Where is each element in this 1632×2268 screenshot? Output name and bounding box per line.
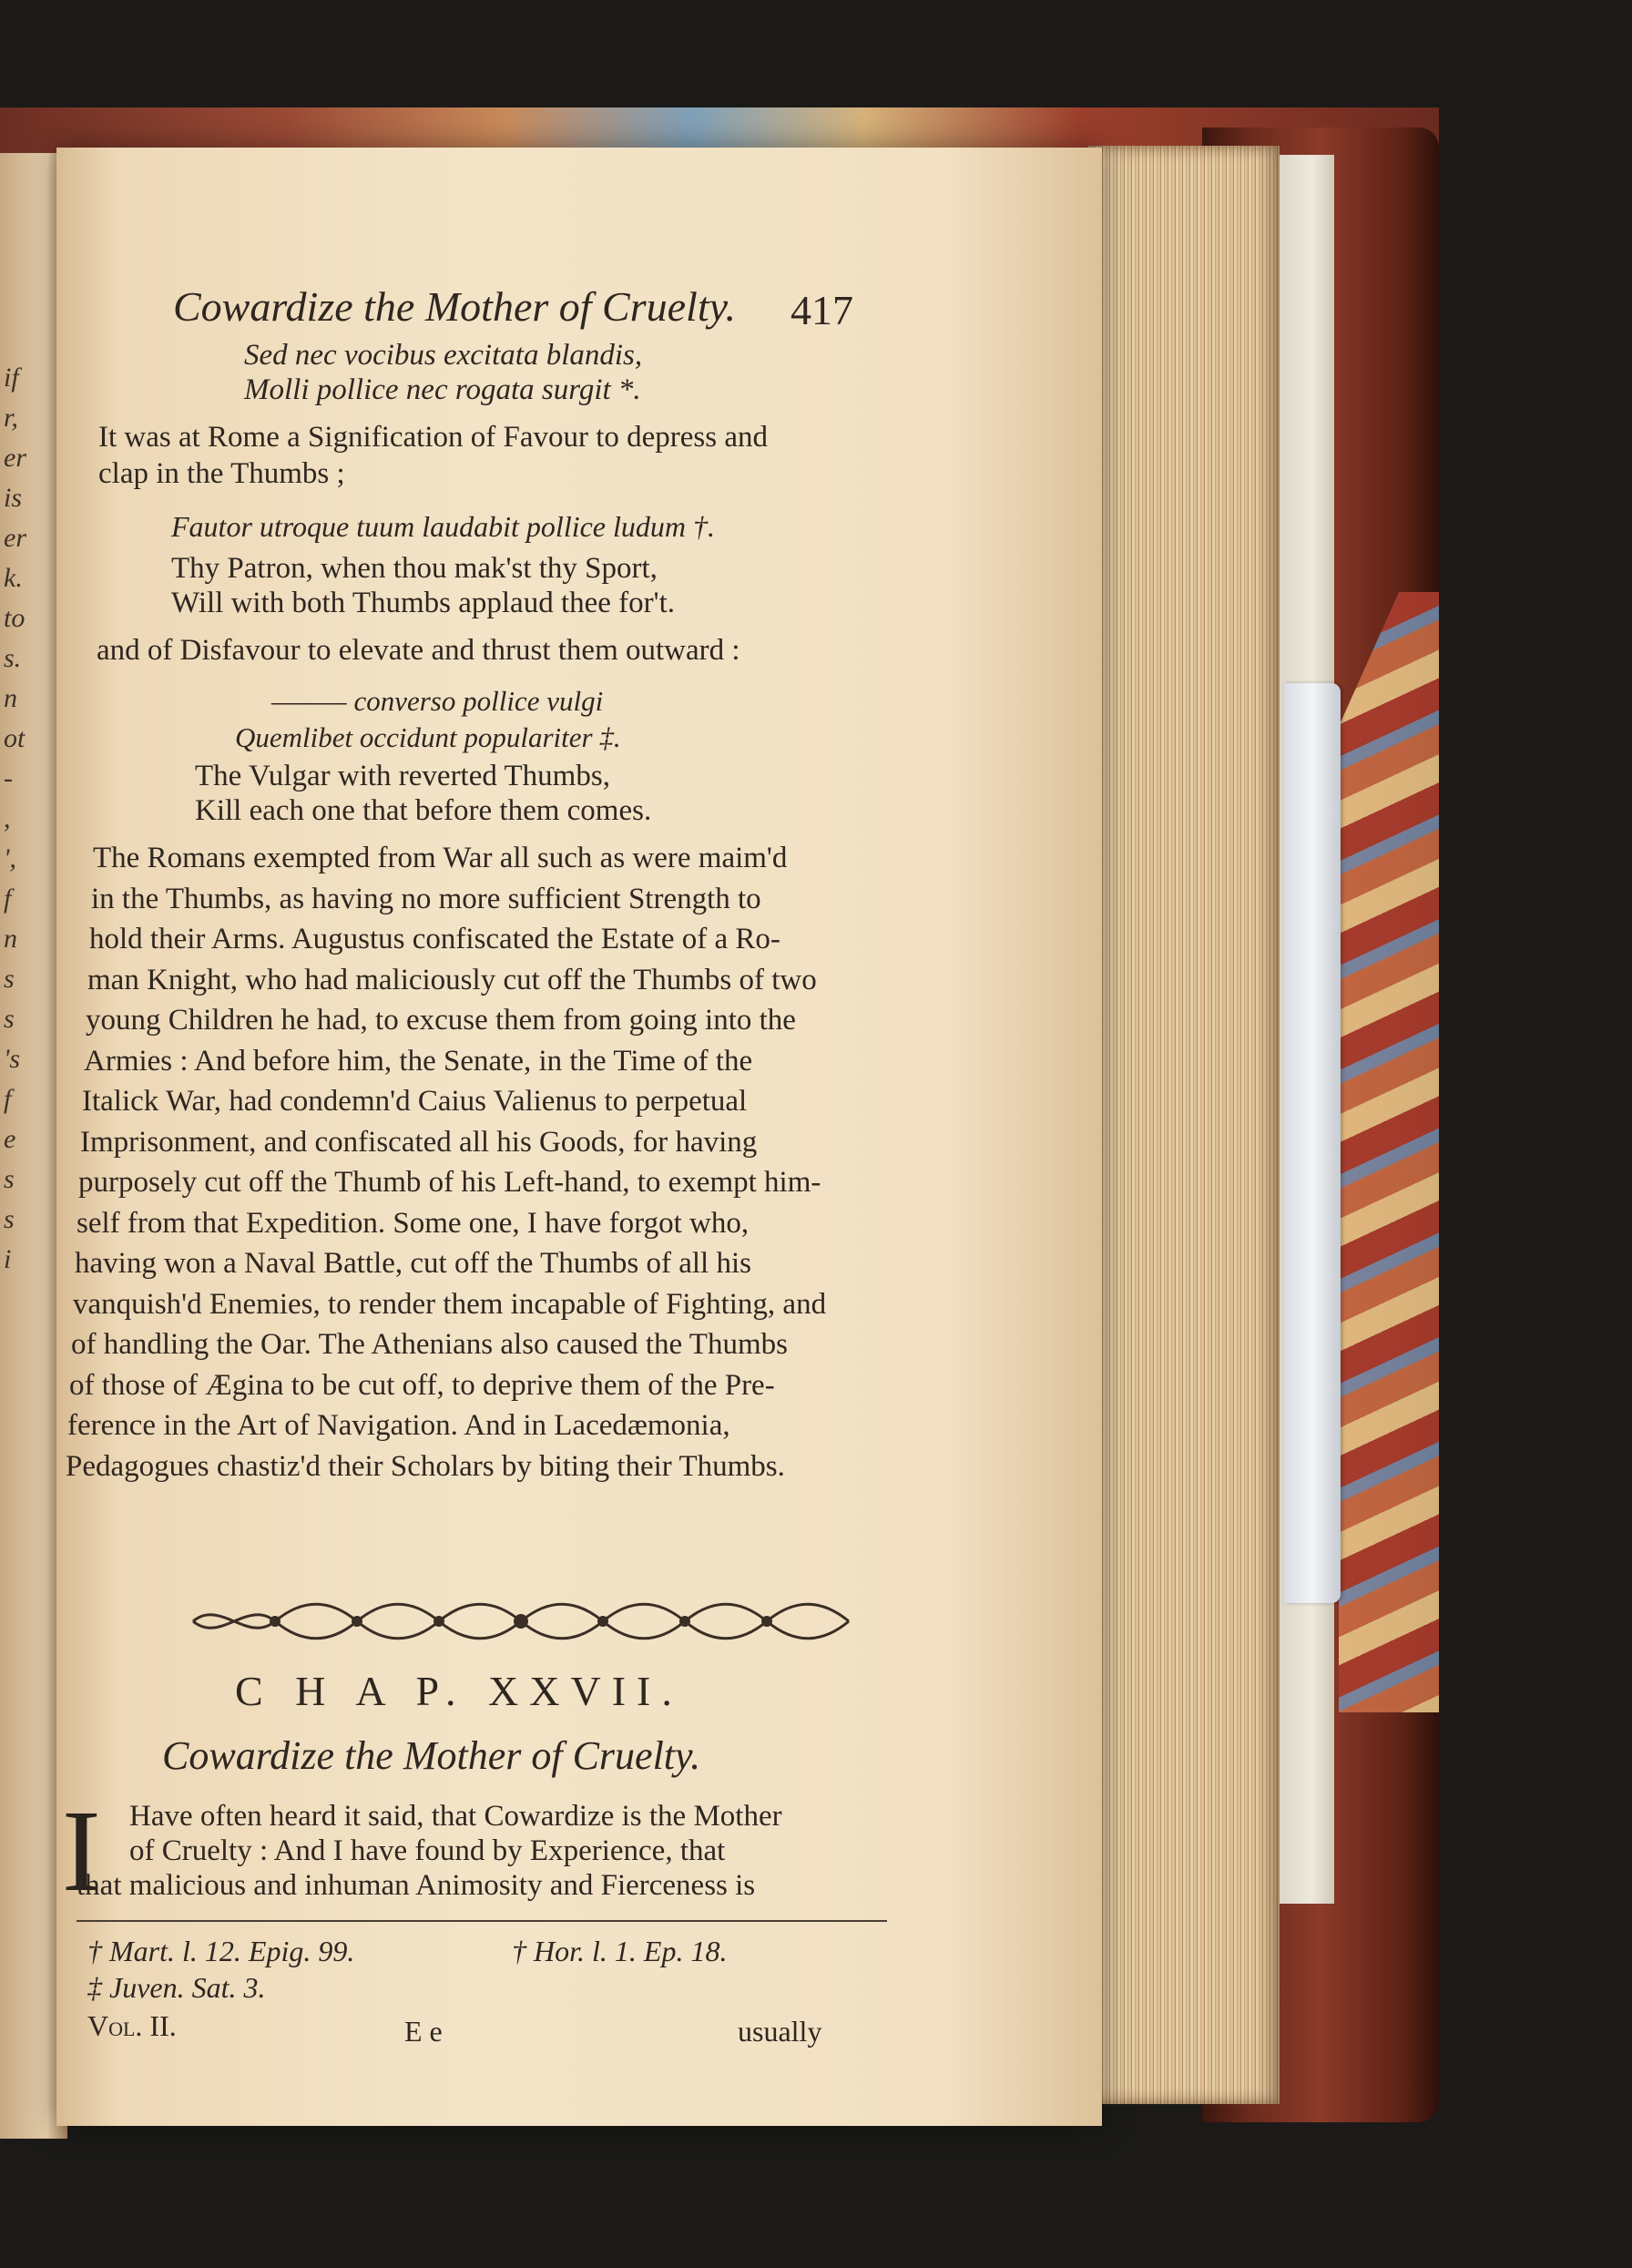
body-line: It was at Rome a Signification of Favour to depress and <box>98 421 769 454</box>
facing-page-fragment: s <box>4 1164 15 1194</box>
facing-page-fragment: to <box>4 603 26 633</box>
page-number: 417 <box>790 287 853 333</box>
chapter-number: C H A P. XXVII. <box>235 1668 683 1714</box>
body-line: and of Disfavour to elevate and thrust them outward : <box>97 634 740 667</box>
body-line: vanquish'd Enemies, to render them incapable of Fighting, and <box>73 1287 827 1321</box>
signature-mark: E e <box>404 2015 443 2048</box>
page-edges <box>1088 146 1280 2104</box>
body-line: Pedagogues chastiz'd their Scholars by biting their Thumbs. <box>66 1449 785 1483</box>
drop-cap: I <box>62 1786 101 1916</box>
footnote-rule <box>76 1920 887 1922</box>
footnote: † Hor. l. 1. Ep. 18. <box>512 1935 728 1967</box>
volume-mark: Vol. II. <box>87 2009 177 2042</box>
body-line: having won a Naval Battle, cut off the Thumbs of all his <box>75 1247 751 1280</box>
facing-page-fragment: , <box>4 803 11 833</box>
facing-page-fragment: n <box>4 683 17 713</box>
verse-line: ——— converso pollice vulgi <box>271 685 604 717</box>
bookmark[interactable] <box>1284 683 1341 1603</box>
book-page <box>56 148 1102 2126</box>
body-line: Have often heard it said, that Cowardize is the Mother <box>129 1800 782 1833</box>
body-line: young Children he had, to excuse them from going into the <box>86 1004 796 1037</box>
verse-line: Quemlibet occidunt populariter ‡. <box>235 721 621 753</box>
facing-page-fragment: ot <box>4 723 26 753</box>
body-line: Imprisonment, and confiscated all his Goods, for having <box>80 1125 758 1159</box>
body-line: of handling the Oar. The Athenians also caused the Thumbs <box>71 1328 788 1361</box>
footnote: † Mart. l. 12. Epig. 99. <box>87 1935 355 1967</box>
verse-line: Fautor utroque tuum laudabit pollice ludum †. <box>171 510 715 543</box>
facing-page-fragment: r, <box>4 403 18 433</box>
chapter-title: Cowardize the Mother of Cruelty. <box>162 1733 701 1778</box>
body-line: in the Thumbs, as having no more sufficient Strength to <box>91 882 761 915</box>
body-line: self from that Expedition. Some one, I have forgot who, <box>76 1206 750 1240</box>
verse-line: Will with both Thumbs applaud thee for't. <box>171 587 676 619</box>
facing-page-fragment: s <box>4 964 15 994</box>
facing-page-fragment: f <box>4 1084 12 1114</box>
footnote: ‡ Juven. Sat. 3. <box>87 1971 266 2004</box>
verse-line: Thy Patron, when thou mak'st thy Sport, <box>171 552 658 585</box>
facing-page-fragment: e <box>4 1124 16 1154</box>
body-line: clap in the Thumbs ; <box>98 457 345 490</box>
running-title: Cowardize the Mother of Cruelty. <box>173 283 736 330</box>
facing-page-fragment: ', <box>4 843 16 873</box>
facing-page-fragment: s <box>4 1204 15 1234</box>
facing-page-fragment: n <box>4 924 17 954</box>
verse-line: The Vulgar with reverted Thumbs, <box>195 760 610 792</box>
marbled-endpaper <box>1339 592 1439 1712</box>
facing-page-fragment: s. <box>4 643 22 673</box>
facing-page-fragment: - <box>4 763 13 793</box>
body-line: hold their Arms. Augustus confiscated the Estate of a Ro- <box>89 923 780 955</box>
body-line: man Knight, who had maliciously cut off the Thumbs of two <box>87 963 817 996</box>
facing-page-fragment: er <box>4 523 26 553</box>
body-line: of Cruelty : And I have found by Experience, that <box>129 1834 726 1867</box>
facing-page-fragment: k. <box>4 563 23 593</box>
ornament-divider <box>184 1594 858 1649</box>
facing-page-fragment: s <box>4 1004 15 1034</box>
catchword: usually <box>738 2015 822 2048</box>
verse-line: Sed nec vocibus excitata blandis, <box>244 339 643 372</box>
facing-page-fragment: 's <box>4 1044 21 1074</box>
verse-line: Kill each one that before them comes. <box>195 794 652 827</box>
facing-page-fragment: f <box>4 884 12 914</box>
facing-page-fragment: if <box>4 363 19 393</box>
facing-page-fragment: is <box>4 483 23 513</box>
body-line: Armies : And before him, the Senate, in the Time of the <box>84 1044 753 1078</box>
facing-page-fragment: er <box>4 443 26 473</box>
verse-line: Molli pollice nec rogata surgit *. <box>244 373 641 406</box>
body-line: ference in the Art of Navigation. And in Lacedæmonia, <box>67 1409 730 1442</box>
body-line: purposely cut off the Thumb of his Left-hand, to exempt him- <box>78 1166 821 1199</box>
facing-page-fragment: i <box>4 1244 12 1274</box>
body-line: of those of Ægina to be cut off, to deprive them of the Pre- <box>69 1368 775 1402</box>
body-line: that malicious and inhuman Animosity and Fierceness is <box>76 1869 756 1902</box>
body-line: Italick War, had condemn'd Caius Valienus to perpetual <box>82 1085 748 1118</box>
body-line: The Romans exempted from War all such as were maim'd <box>93 842 788 874</box>
